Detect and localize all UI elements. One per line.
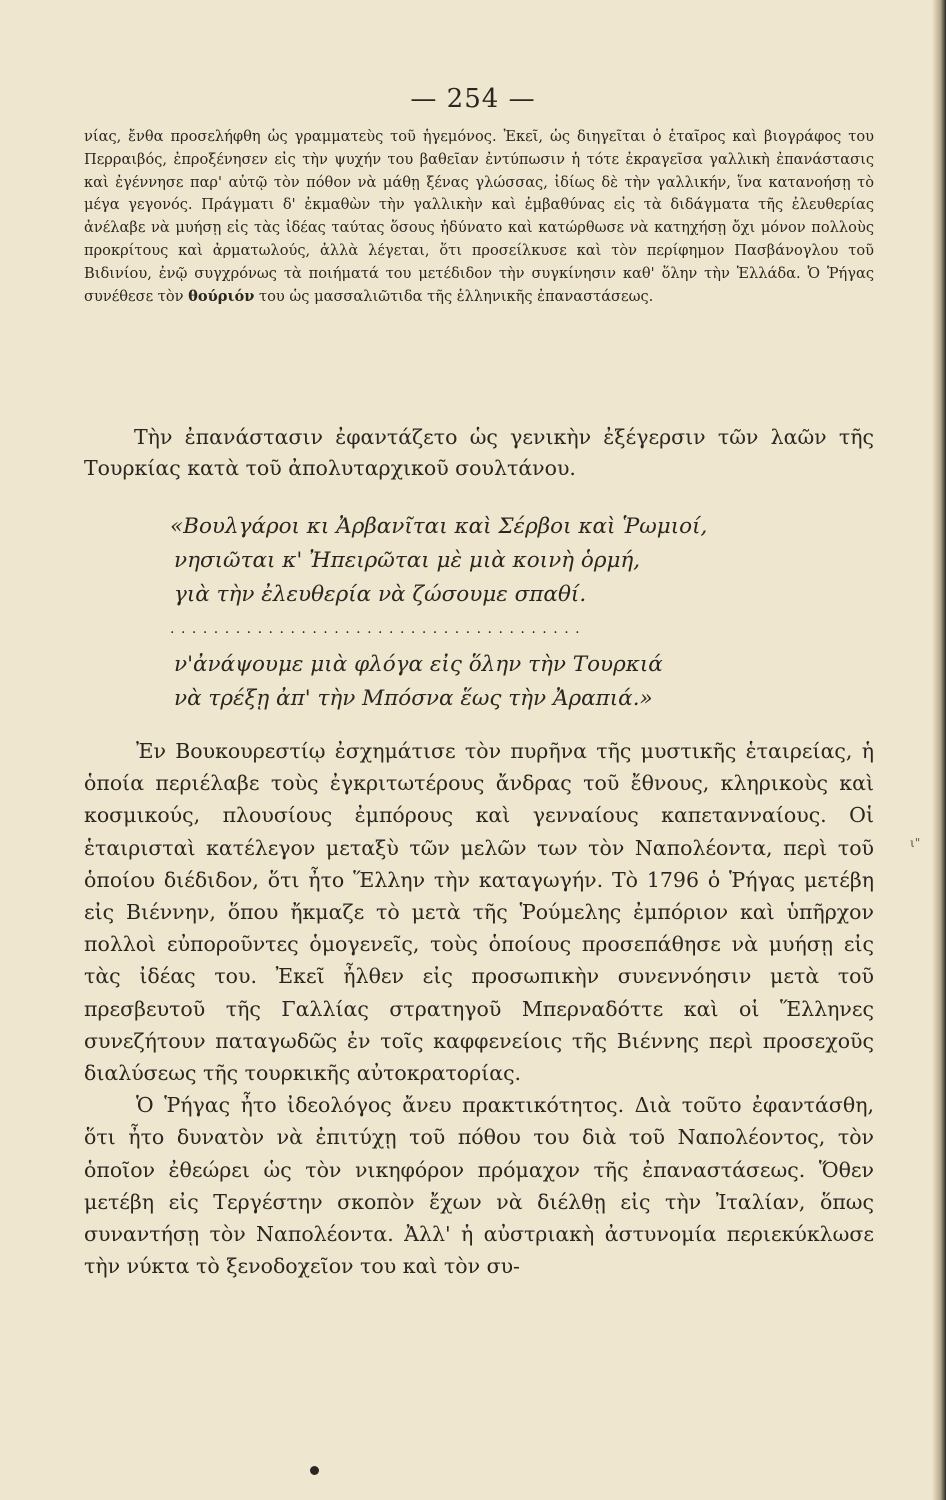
intro-text: Τὴν ἐπανάστασιν ἐφαντάζετο ὡς γενικὴν ἐξέγερσιν τῶν λαῶν τῆς Τουρκίας κατὰ τοῦ ἀπολυταρχικοῦ σουλτάνου. — [84, 425, 874, 480]
poem-line-1: «Βουλγάροι κι Ἀρβανῖται καὶ Σέρβοι καὶ Ῥωμιοί, — [170, 514, 708, 539]
bold-word: θούριόν — [188, 287, 255, 305]
small-print-paragraph — [84, 126, 874, 308]
page-dot — [310, 1466, 319, 1475]
poem-line-2: νησιῶται κ' Ἠπειρῶται μὲ μιὰ κοινὴ ὁρμή, — [174, 548, 641, 573]
poem-line-3: γιὰ τὴν ἐλευθερία νὰ ζώσουμε σπαθί. — [174, 582, 587, 607]
small-text-after-bold: του ὡς μασσαλιῶτιδα τῆς ἑλληνικῆς ἐπαναστάσεως. — [259, 287, 654, 305]
page-number: — 254 — — [410, 84, 536, 114]
intro-paragraph — [84, 422, 874, 484]
small-text-before-bold: νίας, ἔνθα προσελήφθη ὡς γραμματεὺς τοῦ ἡγεμόνος. Ἐκεῖ, ὡς διηγεῖται ὁ ἑταῖρος καὶ βιογράφος του Περραιβός, ἐπροξένησεν εἰς τὴν ψυχήν του βαθεῖαν ἐντύπωσιν ἡ τότε ἐκραγεῖσα γαλλικὴ ἐπανάστασις καὶ ἐγέννησε παρ' αὐτῷ τὸν πόθον νὰ μάθῃ ξένας γλώσσας, ἰδίως δὲ τὴν γαλλικήν, ἵνα κατανοήσῃ τὸ μέγα γεγονός. Πράγματι δ' ἐκμαθὼν τὴν γαλλικὴν καὶ ἐμβαθύνας εἰς τὰ διδάγματα τῆς ἐλευθερίας ἀνέλαβε νὰ μυήσῃ εἰς τὰς ἰδέας ταύτας ὅσους ἠδύνατο καὶ κατώρθωσε νὰ κατηχήσῃ ὄχι μόνον πολλοὺς προκρίτους καὶ ἀρματωλούς, ἀλλὰ λέγεται, ὅτι προσείλκυσε καὶ τὸν περίφημον Πασβάνογλου τοῦ Βιδινίου, ἐνῷ συγχρόνως τὰ ποιήματά του μετέδιδον τὴν συγκίνησιν καθ' ὅλην τὴν Ἑλλάδα. Ὁ Ῥήγας συνέθεσε τὸν — [84, 128, 874, 305]
poem-ellipsis: ...................................... — [170, 621, 587, 637]
small-paragraph-text — [84, 126, 874, 308]
body-text — [84, 735, 874, 1282]
poem-line-5: νὰ τρέξῃ ἀπ' τὴν Μπόσνα ἕως τὴν Ἀραπιά.» — [174, 686, 653, 711]
poem-line-4: ν'ἀνάψουμε μιὰ φλόγα εἰς ὅλην τὴν Τουρκιά — [174, 652, 663, 677]
body-paragraph-1: Ἐν Βουκουρεστίῳ ἐσχημάτισε τὸν πυρῆνα τῆς μυστικῆς ἑταιρείας, ἡ ὁποία περιέλαβε τοὺς ἐγκριτωτέρους ἄνδρας τοῦ ἔθνους, κληρικοὺς καὶ κοσμικούς, πλουσίους ἐμπόρους καὶ γενναίους καπετανναίους. Οἱ ἑταιρισταὶ κατέλεγον μεταξὺ τῶν μελῶν των τὸν Ναπολέοντα, περὶ τοῦ ὁποίου διέδιδον, ὅτι ἦτο Ἕλλην τὴν καταγωγήν. Τὸ 1796 ὁ Ῥήγας μετέβη εἰς Βιέννην, ὅπου ἤκμαζε τὸ μετὰ τῆς Ῥούμελης ἐμπόριον καὶ ὑπῆρχον πολλοὶ εὐποροῦντες ὁμογενεῖς, τοὺς ὁποίους προσεπάθησε νὰ μυήσῃ εἰς τὰς ἰδέας του. Ἐκεῖ ἦλθεν εἰς προσωπικὴν συνεννόησιν μετὰ τοῦ πρεσβευτοῦ τῆς Γαλλίας στρατηγοῦ Μπερναδόττε καὶ οἱ Ἕλληνες συνεζήτουν παταγωδῶς ἐν τοῖς καφφενείοις τῆς Βιέννης περὶ προσεχοῦς διαλύσεως τῆς τουρκικῆς αὐτοκρατορίας. — [84, 739, 874, 1086]
poem-quote — [170, 510, 850, 716]
page-edge — [932, 0, 946, 1500]
margin-mark: ι" — [910, 836, 921, 850]
body-paragraph-2: Ὁ Ῥήγας ἦτο ἰδεολόγος ἄνευ πρακτικότητος. Διὰ τοῦτο ἐφαντάσθη, ὅτι ἦτο δυνατὸν νὰ ἐπιτύχῃ τοῦ πόθου του διὰ τοῦ Ναπολέοντος, τὸν ὁποῖον ἐθεώρει ὡς τὸν νικηφόρον πρόμαχον τῆς ἐπαναστάσεως. Ὅθεν μετέβη εἰς Τεργέστην σκοπὸν ἔχων νὰ διέλθῃ εἰς τὴν Ἰταλίαν, ὅπως συναντήσῃ τὸν Ναπολέοντα. Ἀλλ' ἡ αὐστριακὴ ἀστυνομία περιεκύκλωσε τὴν νύκτα τὸ ξενοδοχεῖον του καὶ τὸν συ- — [84, 1093, 874, 1279]
